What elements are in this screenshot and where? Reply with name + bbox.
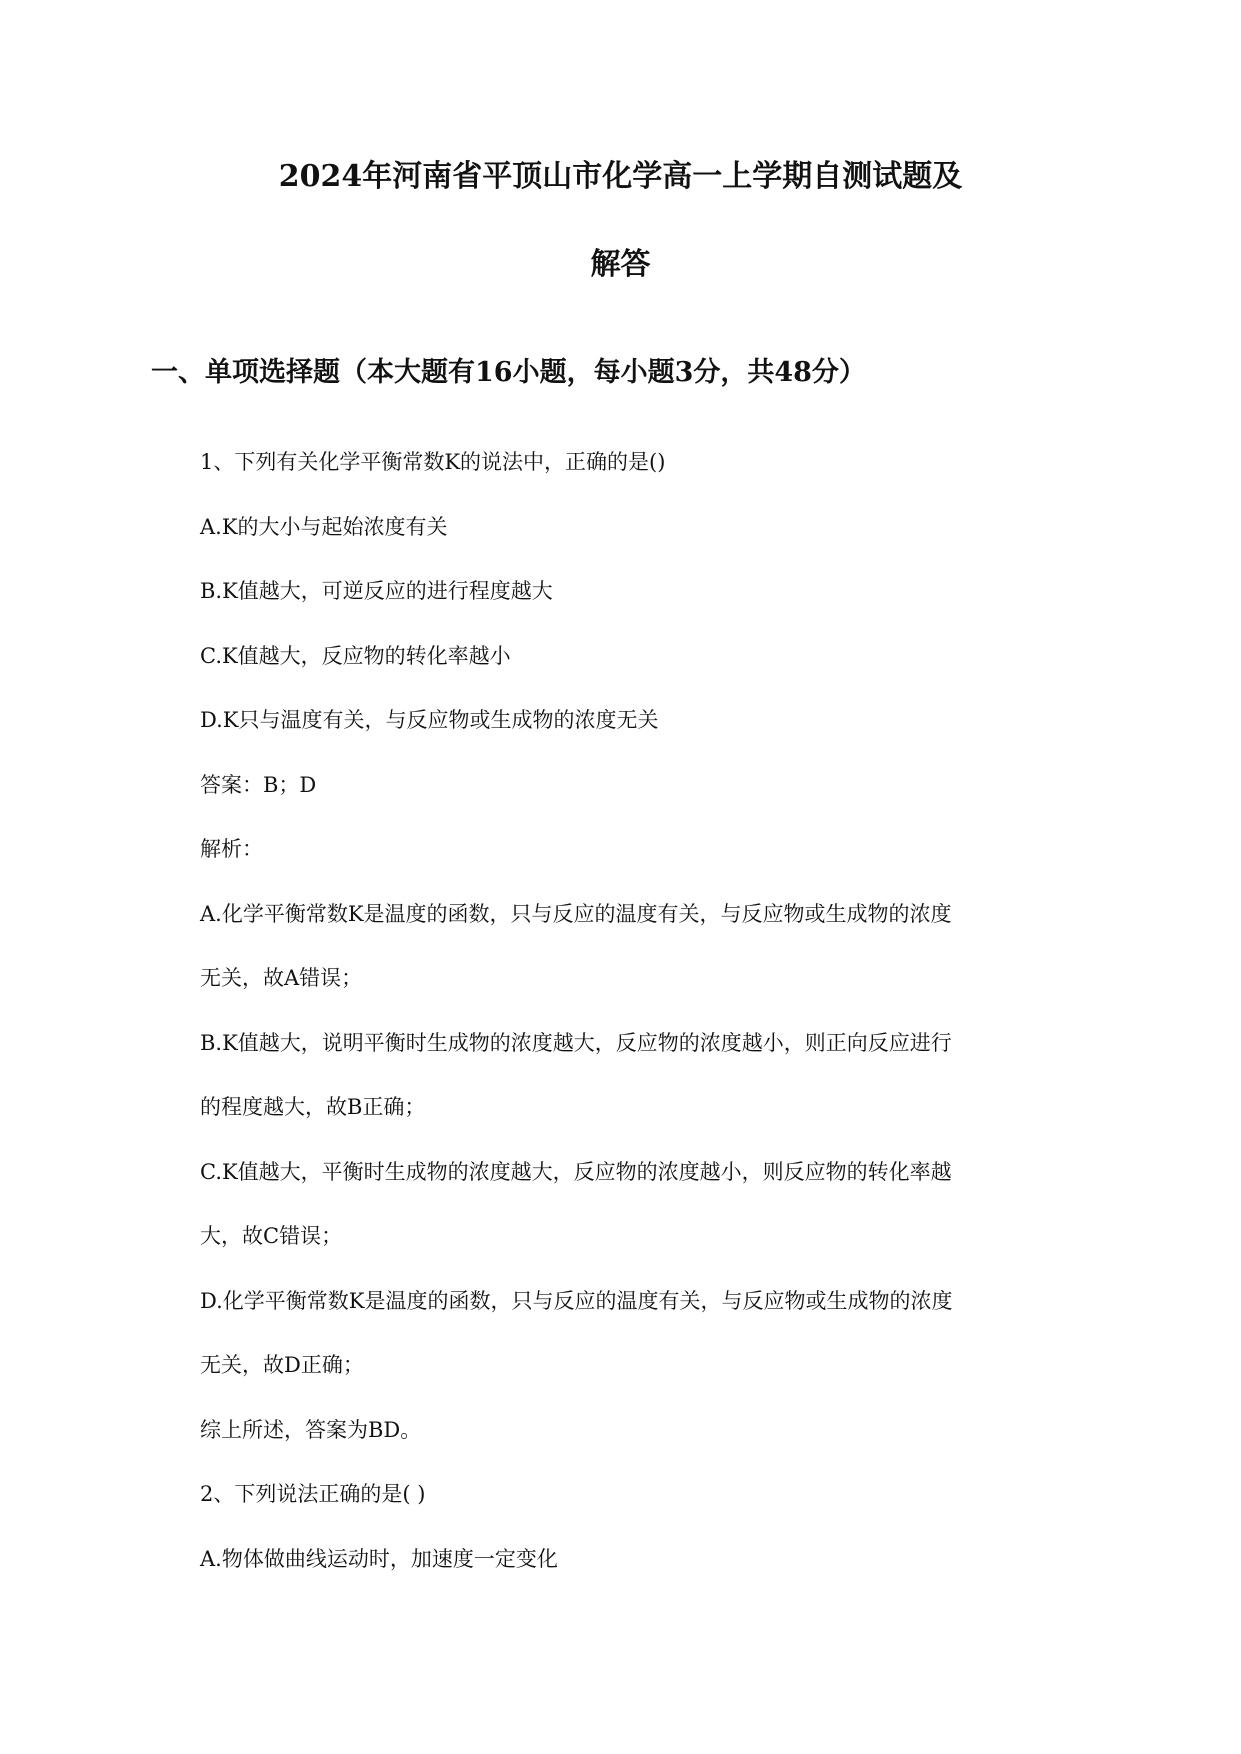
- question-2-stem: 2、下列说法正确的是( ): [200, 1482, 426, 1506]
- document-title-line-1: 2024年河南省平顶山市化学高一上学期自测试题及: [278, 159, 963, 194]
- question-1-answer: 答案：B；D: [200, 772, 317, 797]
- analysis-d-line-1: D.化学平衡常数K是温度的函数，只与反应的温度有关，与反应物或生成物的浓度: [200, 1288, 953, 1313]
- analysis-b-line-2: 的程度越大，故B正确；: [200, 1095, 426, 1119]
- analysis-summary: 综上所述，答案为BD。: [200, 1417, 422, 1442]
- analysis-b-line-1: B.K值越大，说明平衡时生成物的浓度越大，反应物的浓度越小，则正向反应进行: [200, 1030, 952, 1055]
- question-1-stem: 1、下列有关化学平衡常数K的说法中，正确的是(): [200, 450, 666, 474]
- question-1-option-c: C.K值越大，反应物的转化率越小: [200, 643, 511, 668]
- question-1-option-d: D.K只与温度有关，与反应物或生成物的浓度无关: [200, 708, 659, 732]
- question-2-option-a: A.物体做曲线运动时，加速度一定变化: [200, 1546, 558, 1571]
- analysis-a-line-1: A.化学平衡常数K是温度的函数，只与反应的温度有关，与反应物或生成物的浓度: [200, 901, 952, 926]
- document-title-line-2: 解答: [590, 247, 651, 282]
- question-1-option-b: B.K值越大，可逆反应的进行程度越大: [200, 579, 553, 603]
- analysis-c-line-2: 大，故C错误；: [200, 1224, 343, 1248]
- analysis-label: 解析：: [200, 837, 263, 861]
- document-body: [200, 430, 1100, 1591]
- analysis-d-line-2: 无关，故D正确；: [200, 1353, 364, 1377]
- section-heading: 一、单项选择题（本大题有16小题，每小题3分，共48分）: [151, 357, 866, 388]
- analysis-a-line-2: 无关，故A错误；: [200, 966, 363, 990]
- question-1-option-a: A.K的大小与起始浓度有关: [200, 514, 448, 539]
- analysis-c-line-1: C.K值越大，平衡时生成物的浓度越大，反应物的浓度越小，则反应物的转化率越: [200, 1159, 952, 1184]
